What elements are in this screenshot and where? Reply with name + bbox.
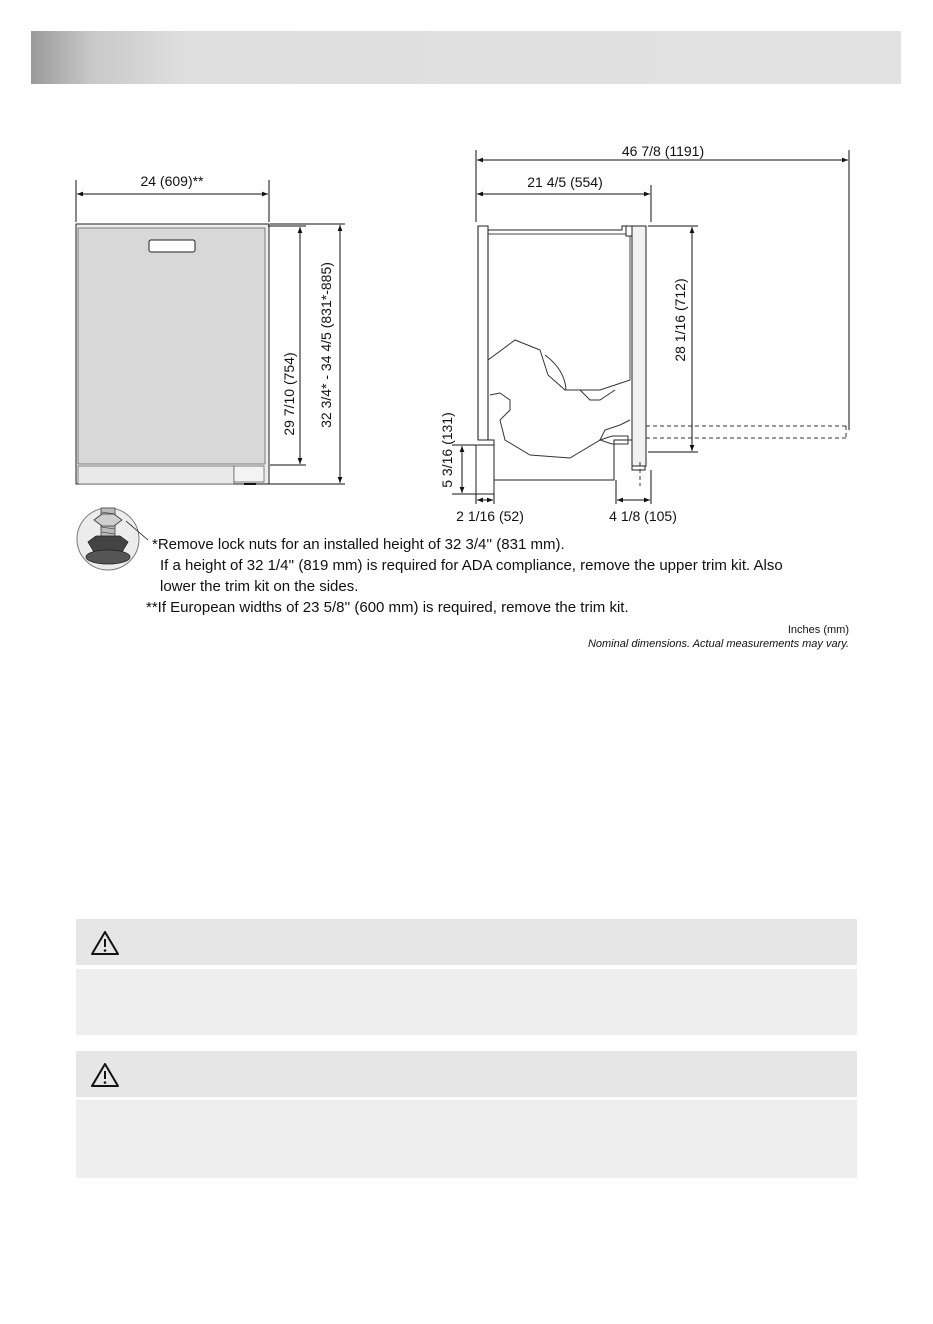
dimension-diagram: [0, 0, 933, 660]
side-total-depth-label: 46 7/8 (1191): [621, 143, 705, 159]
side-view: [452, 150, 849, 504]
warning-header-1: [76, 919, 857, 965]
front-door-height-label: 29 7/10 (754): [281, 352, 297, 436]
units-note: Inches (mm): [787, 624, 849, 636]
front-total-height-label: 32 3/4* - 34 4/5 (831*-885): [318, 262, 334, 428]
nominal-note: Nominal dimensions. Actual measurements may vary.: [587, 638, 849, 650]
warning-body-1: [76, 969, 857, 1035]
side-cabinet-depth-label: 21 4/5 (554): [527, 174, 603, 190]
front-view: [76, 180, 345, 484]
warning-header-2: [76, 1051, 857, 1097]
side-door-depth-label: 4 1/8 (105): [609, 508, 677, 524]
side-plinth-height-label: 5 3/16 (131): [439, 412, 455, 488]
footnote-1-suffix: .: [560, 536, 565, 553]
footnote-1-prefix: *Remove lock nuts for an installed height of: [152, 536, 445, 553]
side-plinth-offset-label: 2 1/16 (52): [456, 508, 524, 524]
lock-nut-icon: [77, 508, 148, 570]
side-door-height-label: 28 1/16 (712): [672, 278, 688, 362]
footnote-1-value: 32 3/4'' (831 mm): [444, 536, 561, 553]
warning-body-2: [76, 1100, 857, 1178]
footnote-line-3: lower the trim kit on the sides.: [160, 578, 359, 595]
footnote-2-suffix: is required for ADA compliance, remove the upper trim kit. Also: [362, 557, 783, 574]
footnote-4-value: 23 5/8'' (600 mm): [302, 599, 419, 616]
warning-triangle-icon: [90, 1062, 120, 1088]
footnote-2-prefix: If a height of: [160, 557, 247, 574]
footnote-4-suffix: is required, remove the trim kit.: [418, 599, 629, 616]
footnote-4-prefix: **If European widths of: [146, 599, 303, 616]
footnote-2-value: 32 1/4'' (819 mm): [246, 557, 363, 574]
warning-triangle-icon: [90, 930, 120, 956]
front-width-label: 24 (609)**: [140, 173, 204, 189]
